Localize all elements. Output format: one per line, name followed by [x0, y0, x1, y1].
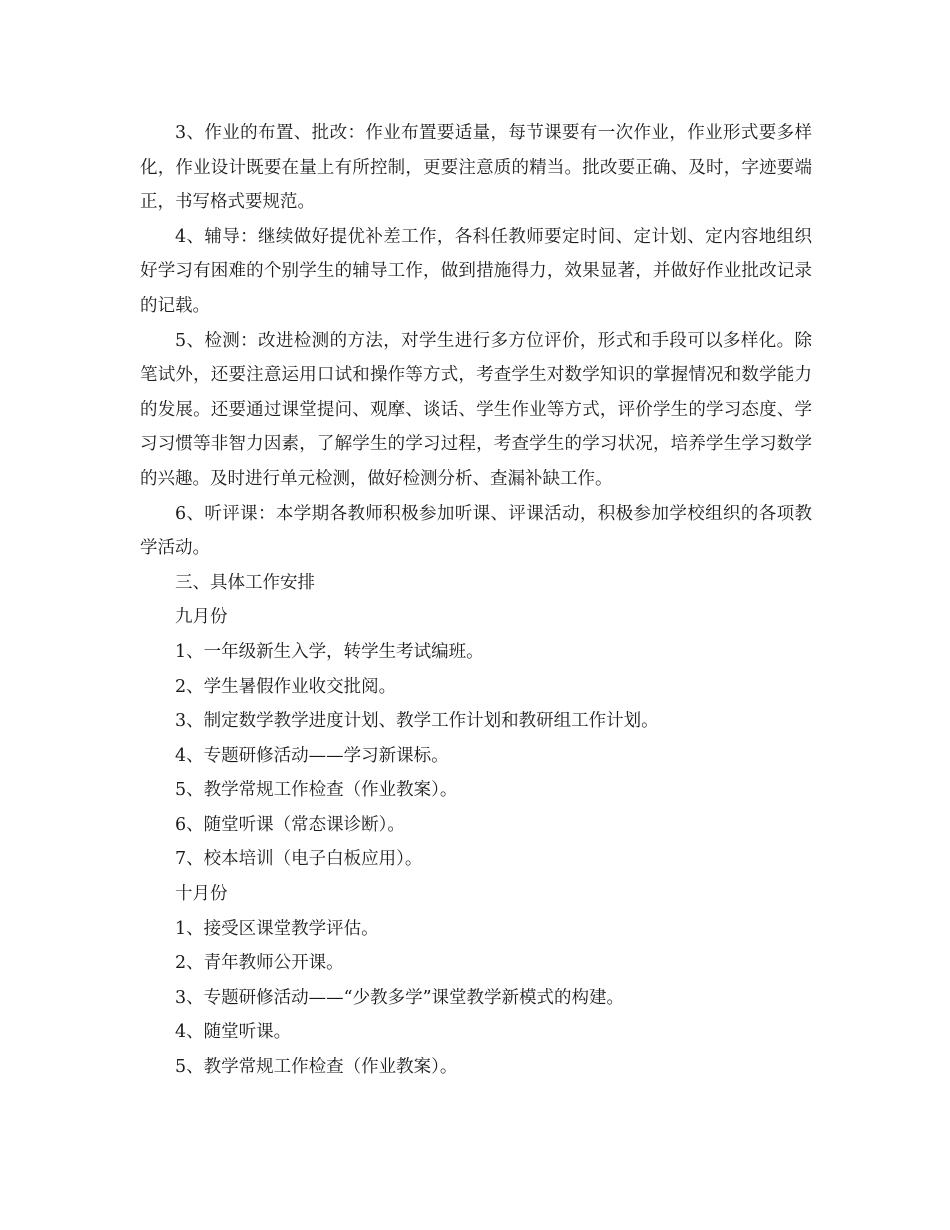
document-body — [140, 116, 812, 1085]
list-item: 3、专题研修活动——“少教多学”课堂教学新模式的构建。 — [175, 987, 625, 1008]
paragraph-homework: 3、作业的布置、批改：作业布置要适量，每节课要有一次作业，作业形式要多样化，作业设计既要在量上有所控制，更要注意质的精当。批改要正确、及时，字迹要端正，书写格式要规范。 — [140, 123, 812, 213]
month-heading-september: 九月份 — [175, 607, 228, 628]
list-item: 2、学生暑假作业收交批阅。 — [175, 676, 397, 697]
list-item: 2、青年教师公开课。 — [175, 953, 344, 974]
section-heading: 三、具体工作安排 — [175, 572, 315, 593]
list-item: 6、随堂听课（常态课诊断）。 — [175, 814, 405, 835]
paragraph-tutoring: 4、辅导：继续做好提优补差工作，各科任教师要定时间、定计划、定内容地组织好学习有困难的个别学生的辅导工作，做到措施得力，效果显著，并做好作业批改记录的记载。 — [140, 226, 812, 316]
paragraph-class-observation: 6、听评课：本学期各教师积极参加听课、评课活动，积极参加学校组织的各项教学活动。 — [140, 503, 812, 559]
list-item: 5、教学常规工作检查（作业教案）。 — [175, 1057, 458, 1078]
list-item: 5、教学常规工作检查（作业教案）。 — [175, 780, 458, 801]
paragraph-testing: 5、检测：改进检测的方法，对学生进行多方位评价，形式和手段可以多样化。除笔试外，还要注意运用口试和操作等方式，考查学生对数学知识的掌握情况和数学能力的发展。还要通过课堂提问、观摩、谈话、学生作业等方式，评价学生的学习态度、学习习惯等非智力因素，了解学生的学习过程，考查学生的学习状况，培养学生学习数学的兴趣。及时进行单元检测，做好检测分析、查漏补缺工作。 — [140, 330, 812, 489]
list-item: 3、制定数学教学进度计划、教学工作计划和教研组工作计划。 — [175, 711, 659, 732]
list-item: 4、专题研修活动——学习新课标。 — [175, 745, 449, 766]
list-item: 1、接受区课堂教学评估。 — [175, 918, 379, 939]
list-item: 1、一年级新生入学，转学生考试编班。 — [175, 641, 484, 662]
list-item: 4、随堂听课。 — [175, 1022, 292, 1043]
month-heading-october: 十月份 — [175, 884, 228, 905]
list-item: 7、校本培训（电子白板应用）。 — [175, 849, 423, 870]
